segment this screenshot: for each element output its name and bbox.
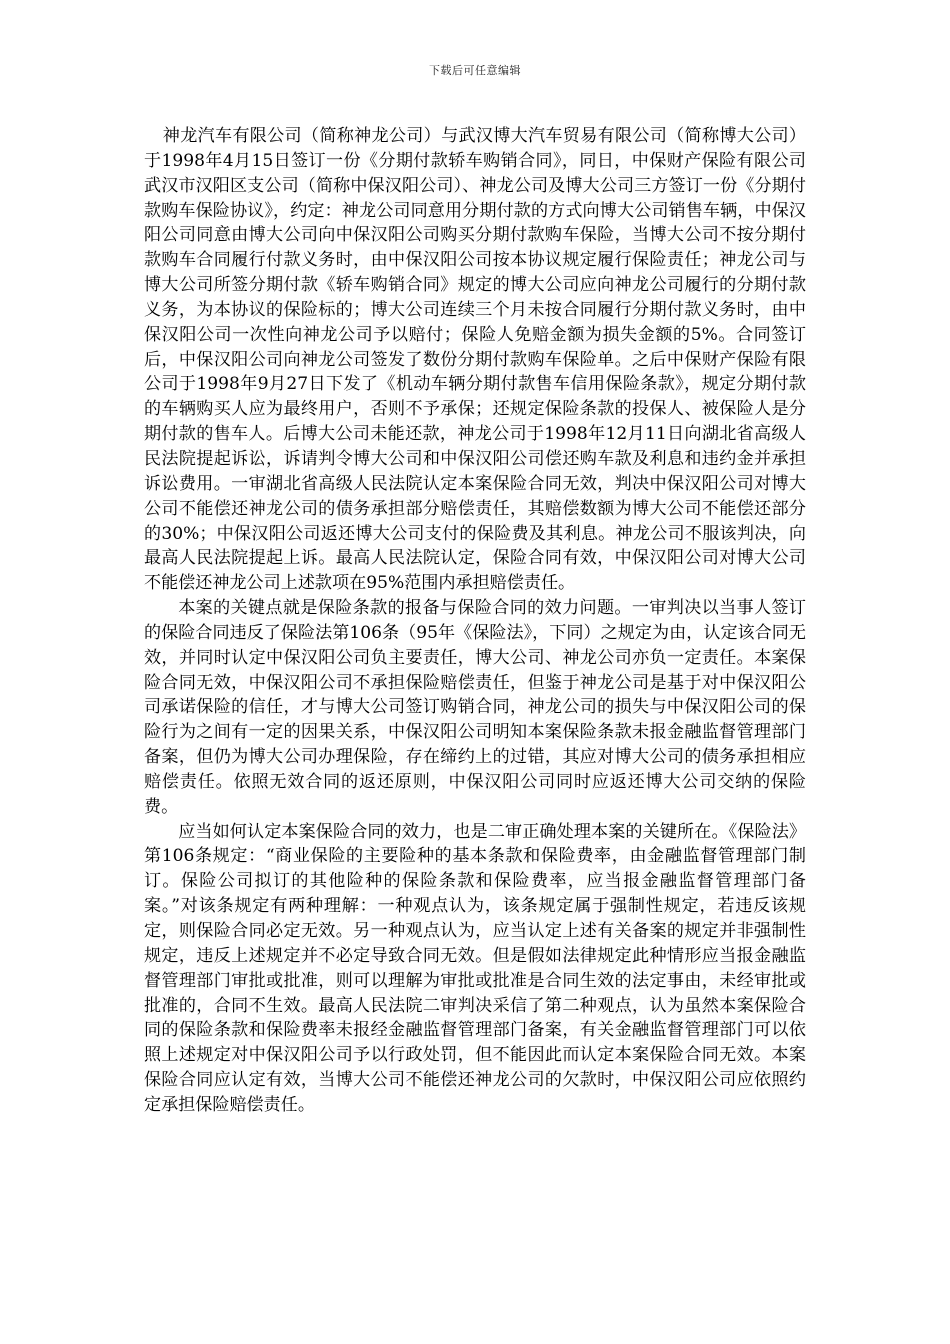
paragraph-case-facts: 神龙汽车有限公司（简称神龙公司）与武汉博大汽车贸易有限公司（简称博大公司）于1998年4月15日签订一份《分期付款轿车购销合同》，同日，中保财产保险有限公司武汉市汉阳区支公司（简称中保汉阳公司）、神龙公司及博大公司三方签订一份《分期付款购车保险协议》，约定：神龙公司同意用分期付款的方式向博大公司销售车辆，中保汉阳公司同意由博大公司向中保汉阳公司购买分期付款购车保险，当博大公司不按分期付款购车合同履行付款义务时，由中保汉阳公司按本协议规定履行保险责任；神龙公司与博大公司所签分期付款《轿车购销合同》规定的博大公司应向神龙公司履行的分期付款义务，为本协议的保险标的；博大公司连续三个月未按合同履行分期付款义务时，由中保汉阳公司一次性向神龙公司予以赔付；保险人免赔金额为损失金额的5%。合同签订后，中保汉阳公司向神龙公司签发了数份分期付款购车保险单。之后中保财产保险有限公司于1998年9月27日下发了《机动车辆分期付款售车信用保险条款》，规定分期付款的车辆购买人应为最终用户，否则不予承保；还规定保险条款的投保人、被保险人是分期付款的售车人。后博大公司未能还款，神龙公司于1998年12月11日向湖北省高级人民法院提起诉讼，诉请判令博大公司和中保汉阳公司偿还购车款及利息和违约金并承担诉讼费用。一审湖北省高级人民法院认定本案保险合同无效，判决中保汉阳公司对博大公司不能偿还神龙公司的债务承担部分赔偿责任，其赔偿数额为博大公司不能偿还部分的30%；中保汉阳公司返还博大公司支付的保险费及其利息。神龙公司不服该判决，向最高人民法院提起上诉。最高人民法院认定，保险合同有效，中保汉阳公司对博大公司不能偿还神龙公司上述款项在95%范围内承担赔偿责任。 <box>144 126 806 594</box>
page-header: 下载后可任意编辑 <box>429 64 521 77</box>
paragraph-first-instance-analysis: 本案的关键点就是保险条款的报备与保险合同的效力问题。一审判决以当事人签订的保险合同违反了保险法第106条（95年《保险法》，下同）之规定为由，认定该合同无效，并同时认定中保汉阳公司负主要责任，博大公司、神龙公司亦负一定责任。本案保险合同无效，中保汉阳公司不承担保险赔偿责任，但鉴于神龙公司是基于对中保汉阳公司承诺保险的信任，才与博大公司签订购销合同，神龙公司的损失与中保汉阳公司的保险行为之间有一定的因果关系，中保汉阳公司明知本案保险条款未报金融监督管理部门备案，但仍为博大公司办理保险，存在缔约上的过错，其应对博大公司的债务承担相应赔偿责任。依照无效合同的返还原则，中保汉阳公司同时应返还博大公司交纳的保险费。 <box>144 598 806 817</box>
paragraph-second-instance-analysis: 应当如何认定本案保险合同的效力，也是二审正确处理本案的关键所在。《保险法》第106条规定：“商业保险的主要险种的基本条款和保险费率，由金融监督管理部门制订。保险公司拟订的其他险种的保险条款和保险费率，应当报金融监督管理部门备案。”对该条规定有两种理解：一种观点认为，该条规定属于强制性规定，若违反该规定，则保险合同必定无效。另一种观点认为，应当认定上述有关备案的规定并非强制性规定，违反上述规定并不必定导致合同无效。但是假如法律规定此种情形应当报金融监督管理部门审批或批准，则可以理解为审批或批准是合同生效的法定事由，未经审批或批准的，合同不生效。最高人民法院二审判决采信了第二种观点，认为虽然本案保险合同的保险条款和保险费率未报经金融监督管理部门备案，有关金融监督管理部门可以依照上述规定对中保汉阳公司予以行政处罚，但不能因此而认定本案保险合同无效。本案保险合同应认定有效，当博大公司不能偿还神龙公司的欠款时，中保汉阳公司应依照约定承担保险赔偿责任。 <box>144 821 806 1115</box>
document-body <box>144 124 806 1118</box>
